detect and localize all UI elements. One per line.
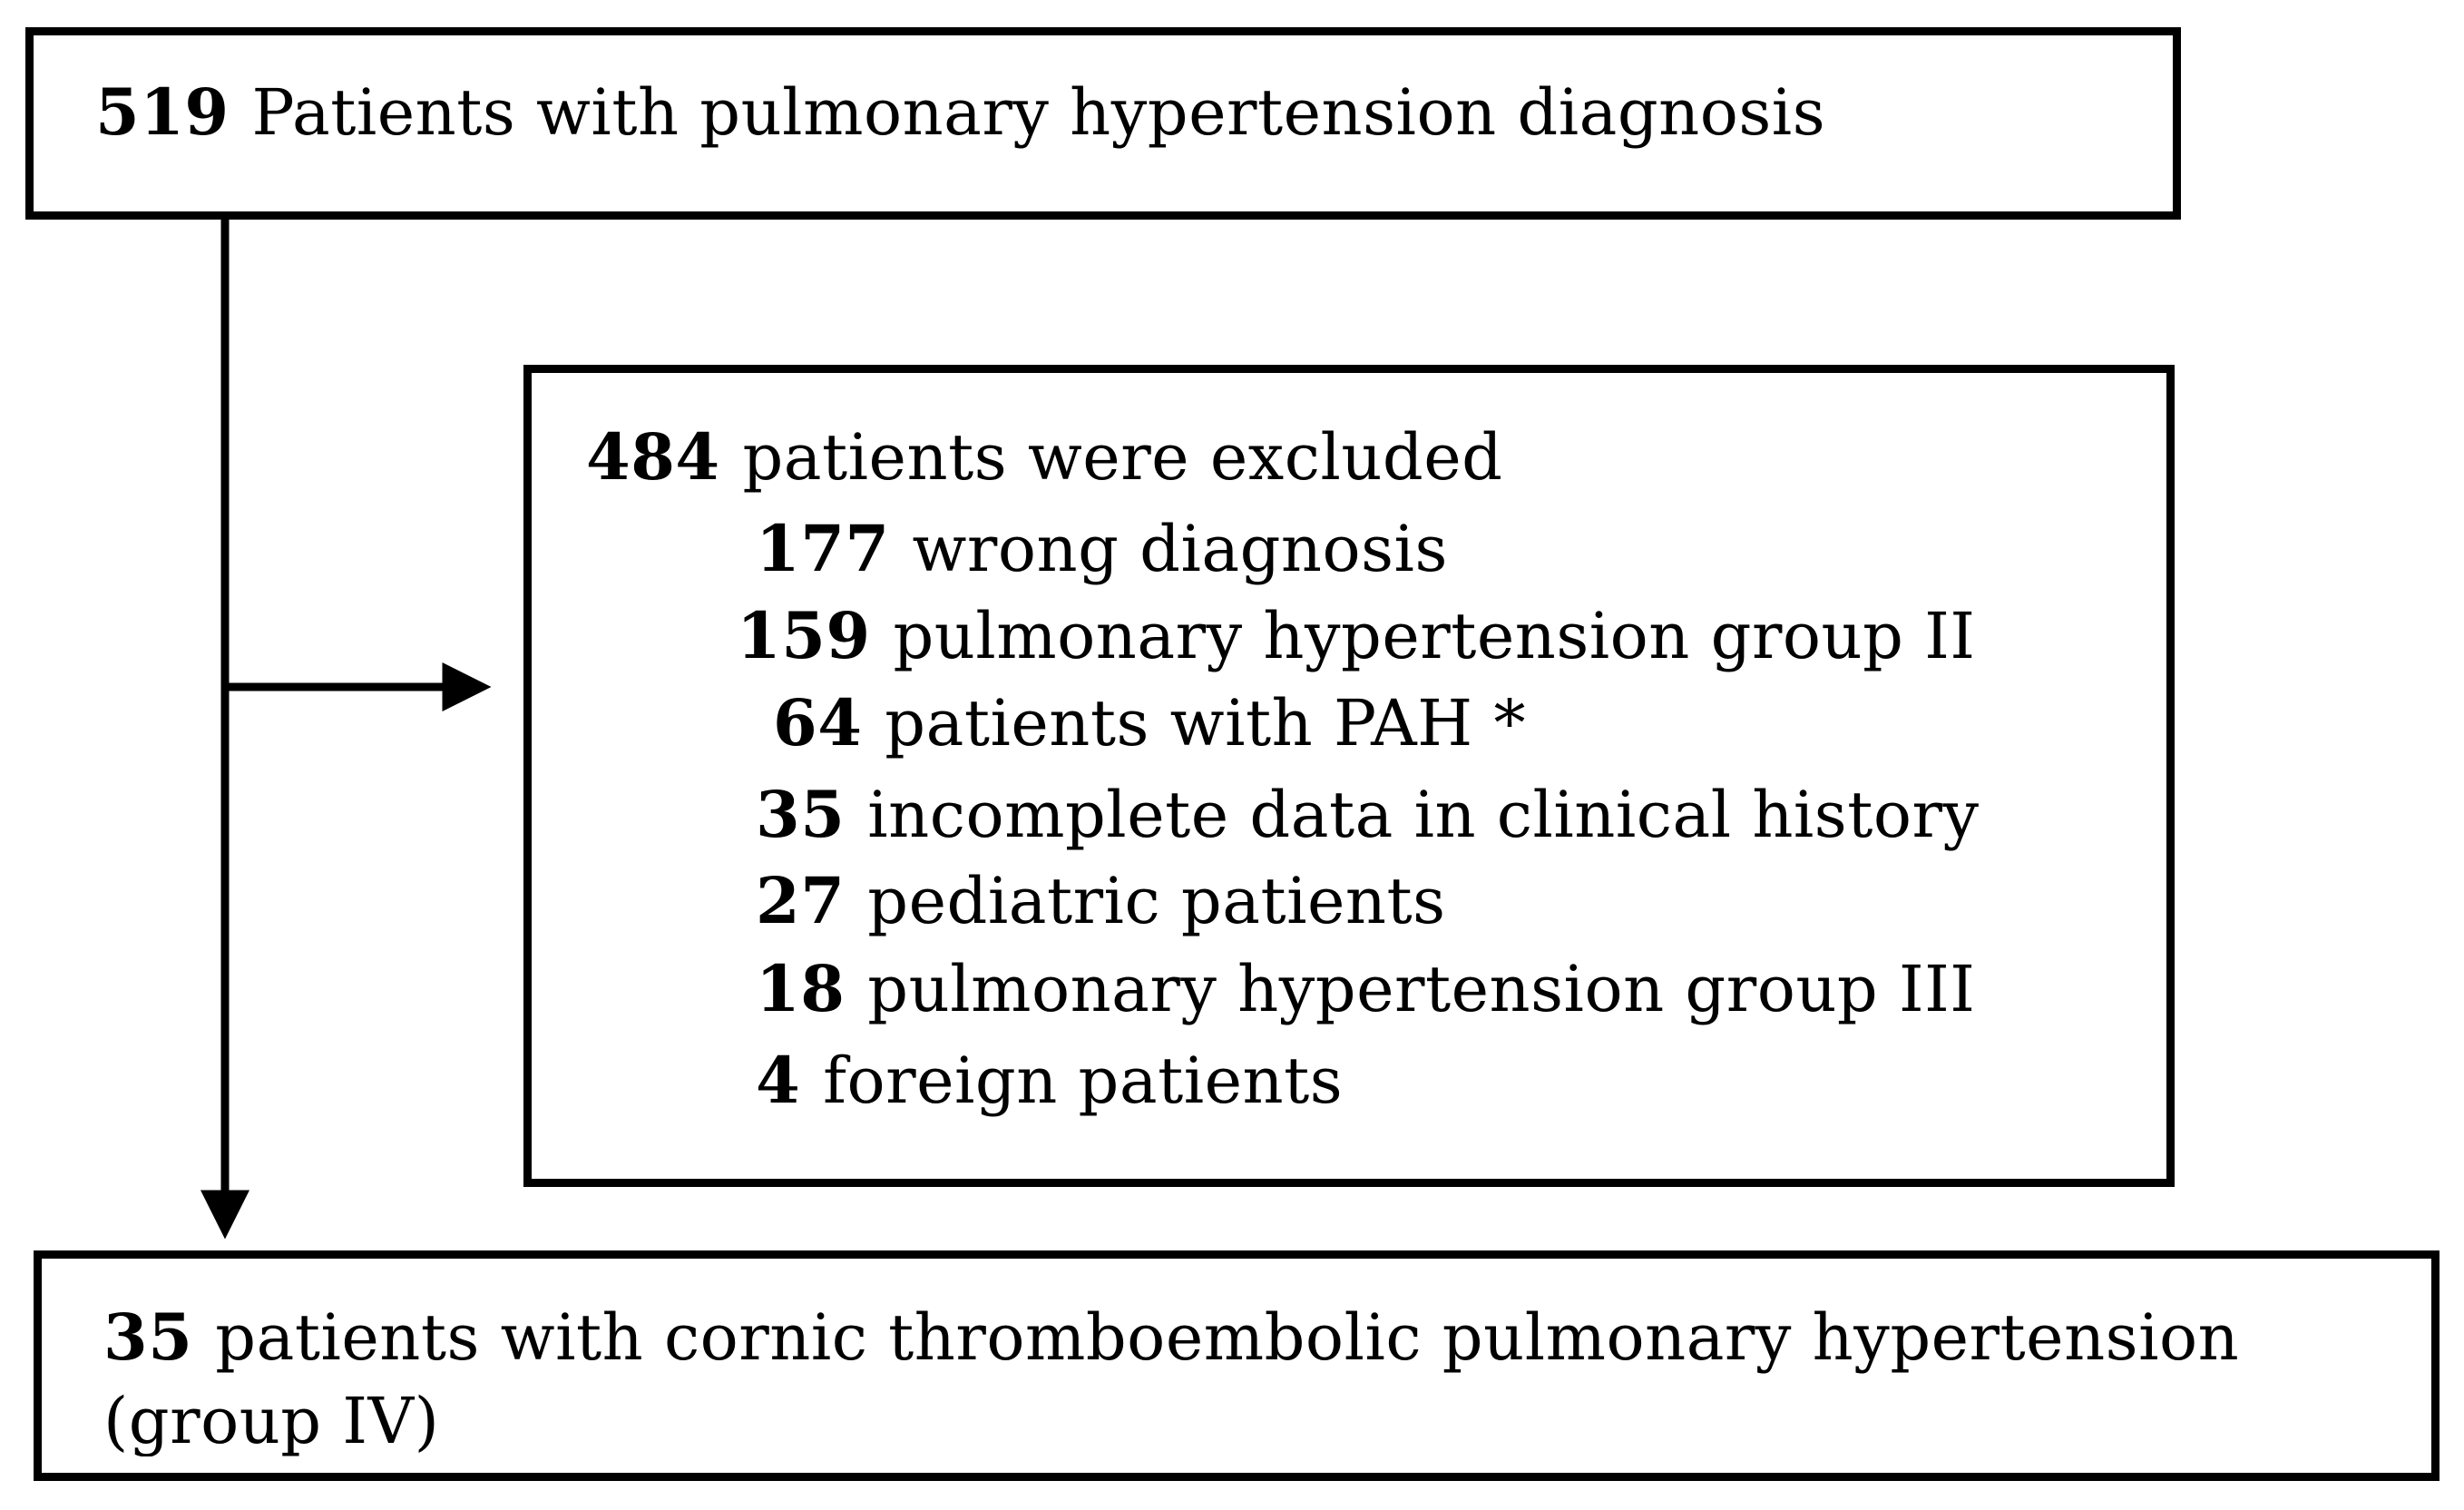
exclusion-count: 35	[756, 777, 868, 852]
total-label: Patients with pulmonary hypertension diagnosis	[251, 75, 1826, 150]
exclusion-reason: pulmonary hypertension group II	[893, 599, 1976, 673]
exclusion-reason-item	[756, 777, 1980, 852]
exclusion-reason-item	[756, 1043, 1344, 1118]
exclusion-count: 18	[756, 951, 868, 1026]
exclusion-reason-item	[756, 511, 1448, 586]
exclusion-reason: incomplete data in clinical history	[867, 778, 1980, 852]
final-cohort-group-line	[103, 1389, 439, 1456]
exclusion-reason: pediatric patients	[867, 864, 1446, 938]
exclusion-reason-item	[773, 685, 1526, 760]
exclusion-count: 4	[756, 1043, 824, 1118]
exclusion-reason-item	[756, 951, 1976, 1026]
exclusion-reason: foreign patients	[823, 1044, 1344, 1118]
excluded-header-line	[586, 419, 1503, 495]
final-count: 35	[103, 1299, 216, 1375]
exclusion-count: 159	[737, 598, 894, 673]
final-cohort-line	[103, 1299, 2240, 1375]
exclusion-reason: wrong diagnosis	[912, 512, 1448, 586]
exclusion-reason: pulmonary hypertension group III	[867, 952, 1976, 1026]
total-patients-line	[95, 74, 1826, 150]
final-cohort-box	[34, 1250, 2440, 1481]
excluded-label: patients were excluded	[742, 420, 1503, 495]
final-label: patients with cornic thromboembolic pulmonary hypertension	[215, 1300, 2240, 1375]
exclusion-count: 177	[756, 511, 913, 586]
exclusion-count: 64	[773, 685, 885, 760]
exclusion-reason-item	[756, 863, 1446, 938]
final-group-label: (group IV)	[103, 1389, 440, 1456]
total-count: 519	[95, 74, 252, 150]
exclusion-reason: patients with PAH *	[885, 686, 1526, 760]
exclusion-reason-item	[737, 598, 1976, 673]
excluded-patients-box	[523, 365, 2175, 1187]
exclusion-count: 27	[756, 863, 868, 938]
total-patients-box	[25, 27, 2181, 220]
excluded-count: 484	[586, 419, 743, 495]
